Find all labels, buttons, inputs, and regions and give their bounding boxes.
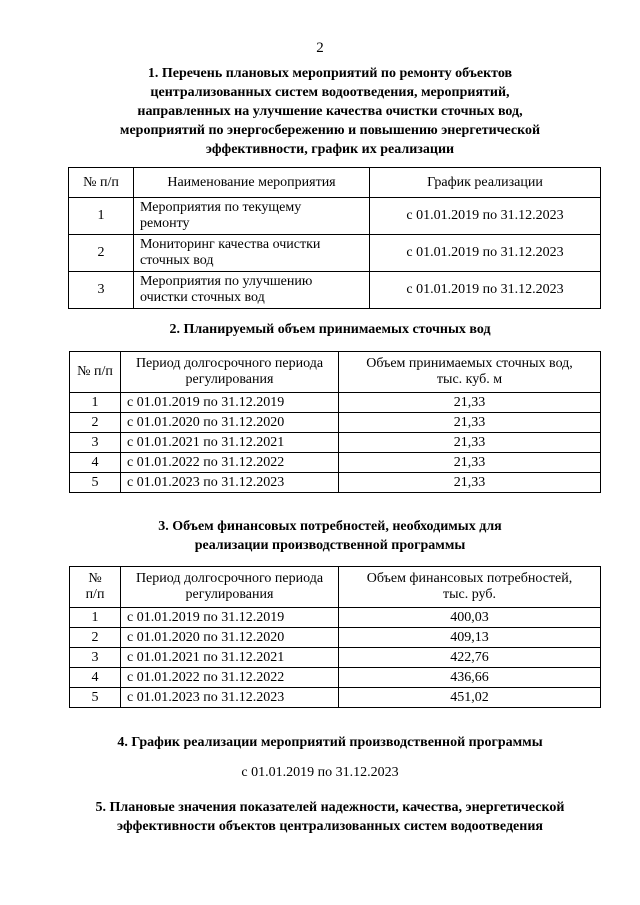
section1-title-line: централизованных систем водоотведения, мероприятий, — [150, 85, 510, 100]
header-line: Объем финансовых потребностей, — [366, 571, 573, 586]
row-value: 21,33 — [339, 453, 601, 473]
header-line: Период долгосрочного периода — [135, 356, 324, 371]
section4-schedule: с 01.01.2019 по 31.12.2023 — [241, 765, 399, 780]
row-value: 21,33 — [339, 433, 601, 453]
section1-title-line: эффективности, график их реализации — [205, 142, 455, 157]
row-num: 3 — [69, 272, 134, 309]
activity-name-line: очистки сточных вод — [140, 290, 265, 305]
header-financial-value — [339, 567, 601, 608]
row-value: 21,33 — [339, 473, 601, 493]
table-row — [70, 688, 601, 708]
section3-title-line: реализации производственной программы — [194, 538, 466, 553]
table-row — [69, 272, 601, 309]
section1-title-line: 1. Перечень плановых мероприятий по ремонту объектов — [147, 66, 513, 81]
activity-name-line: Мероприятия по улучшению — [140, 274, 313, 289]
row-schedule: с 01.01.2019 по 31.12.2023 — [370, 272, 601, 309]
row-period: с 01.01.2021 по 31.12.2021 — [121, 648, 339, 668]
header-period — [121, 352, 339, 393]
table-row — [70, 393, 601, 413]
section3-title-line: 3. Объем финансовых потребностей, необходимых для — [158, 519, 502, 534]
header-num — [70, 567, 121, 608]
row-value: 21,33 — [339, 413, 601, 433]
activity-name-line: ремонту — [140, 216, 190, 231]
row-period: с 01.01.2022 по 31.12.2022 — [121, 453, 339, 473]
row-num: 4 — [70, 453, 121, 473]
header-line: регулирования — [185, 587, 274, 602]
header-num: № п/п — [70, 352, 121, 393]
row-period: с 01.01.2021 по 31.12.2021 — [121, 433, 339, 453]
section5-title-line: 5. Плановые значения показателей надежности, качества, энергетической — [95, 800, 565, 815]
row-value: 409,13 — [339, 628, 601, 648]
wastewater-volume-table — [69, 351, 601, 493]
header-activity-name: Наименование мероприятия — [134, 168, 370, 198]
row-value: 451,02 — [339, 688, 601, 708]
header-line: п/п — [85, 587, 105, 602]
header-line: тыс. куб. м — [436, 372, 503, 387]
table-row — [70, 433, 601, 453]
table-row — [69, 198, 601, 235]
table-row — [69, 235, 601, 272]
row-num: 1 — [69, 198, 134, 235]
table-header-row — [70, 352, 601, 393]
row-num: 2 — [69, 235, 134, 272]
page-number: 2 — [316, 40, 324, 56]
section4-title: 4. График реализации мероприятий производственной программы — [117, 735, 543, 750]
section3-title — [60, 517, 600, 555]
row-period: с 01.01.2023 по 31.12.2023 — [121, 473, 339, 493]
section1-title-line: мероприятий по энергосбережению и повышению энергетической — [119, 123, 541, 138]
table-header-row — [69, 168, 601, 198]
row-period: с 01.01.2019 по 31.12.2019 — [121, 608, 339, 628]
table-row — [70, 413, 601, 433]
section1-title-line: направленных на улучшение качества очистки сточных вод, — [137, 104, 523, 119]
row-period: с 01.01.2020 по 31.12.2020 — [121, 413, 339, 433]
table-row — [70, 648, 601, 668]
table-row — [70, 668, 601, 688]
row-period: с 01.01.2020 по 31.12.2020 — [121, 628, 339, 648]
row-num: 3 — [70, 648, 121, 668]
section2-title: 2. Планируемый объем принимаемых сточных вод — [169, 322, 491, 337]
row-schedule: с 01.01.2019 по 31.12.2023 — [370, 198, 601, 235]
table-row — [70, 628, 601, 648]
row-num: 5 — [70, 473, 121, 493]
activity-name-line: сточных вод — [140, 253, 214, 268]
row-schedule: с 01.01.2019 по 31.12.2023 — [370, 235, 601, 272]
header-line: Объем принимаемых сточных вод, — [366, 356, 573, 371]
row-value: 436,66 — [339, 668, 601, 688]
table-row — [70, 608, 601, 628]
row-num: 3 — [70, 433, 121, 453]
header-line: № — [88, 571, 102, 586]
row-period: с 01.01.2022 по 31.12.2022 — [121, 668, 339, 688]
activities-table — [68, 167, 601, 309]
header-volume — [339, 352, 601, 393]
row-activity-name — [134, 235, 370, 272]
row-num: 2 — [70, 413, 121, 433]
header-num: № п/п — [69, 168, 134, 198]
row-value: 400,03 — [339, 608, 601, 628]
row-value: 422,76 — [339, 648, 601, 668]
row-num: 5 — [70, 688, 121, 708]
row-num: 1 — [70, 393, 121, 413]
header-line: Период долгосрочного периода — [135, 571, 324, 586]
row-period: с 01.01.2019 по 31.12.2019 — [121, 393, 339, 413]
row-activity-name — [134, 198, 370, 235]
row-value: 21,33 — [339, 393, 601, 413]
activity-name-line: Мероприятия по текущему — [140, 200, 302, 215]
row-period: с 01.01.2023 по 31.12.2023 — [121, 688, 339, 708]
header-period — [121, 567, 339, 608]
row-num: 4 — [70, 668, 121, 688]
row-activity-name — [134, 272, 370, 309]
section5-title — [20, 798, 640, 836]
section1-title — [60, 64, 600, 159]
financial-needs-table — [69, 566, 601, 708]
row-num: 1 — [70, 608, 121, 628]
header-line: тыс. руб. — [443, 587, 496, 602]
section5-title-line: эффективности объектов централизованных систем водоотведения — [117, 819, 543, 834]
header-line: регулирования — [185, 372, 274, 387]
activity-name-line: Мониторинг качества очистки — [140, 237, 321, 252]
table-row — [70, 473, 601, 493]
table-row — [70, 453, 601, 473]
table-header-row — [70, 567, 601, 608]
header-schedule: График реализации — [370, 168, 601, 198]
row-num: 2 — [70, 628, 121, 648]
